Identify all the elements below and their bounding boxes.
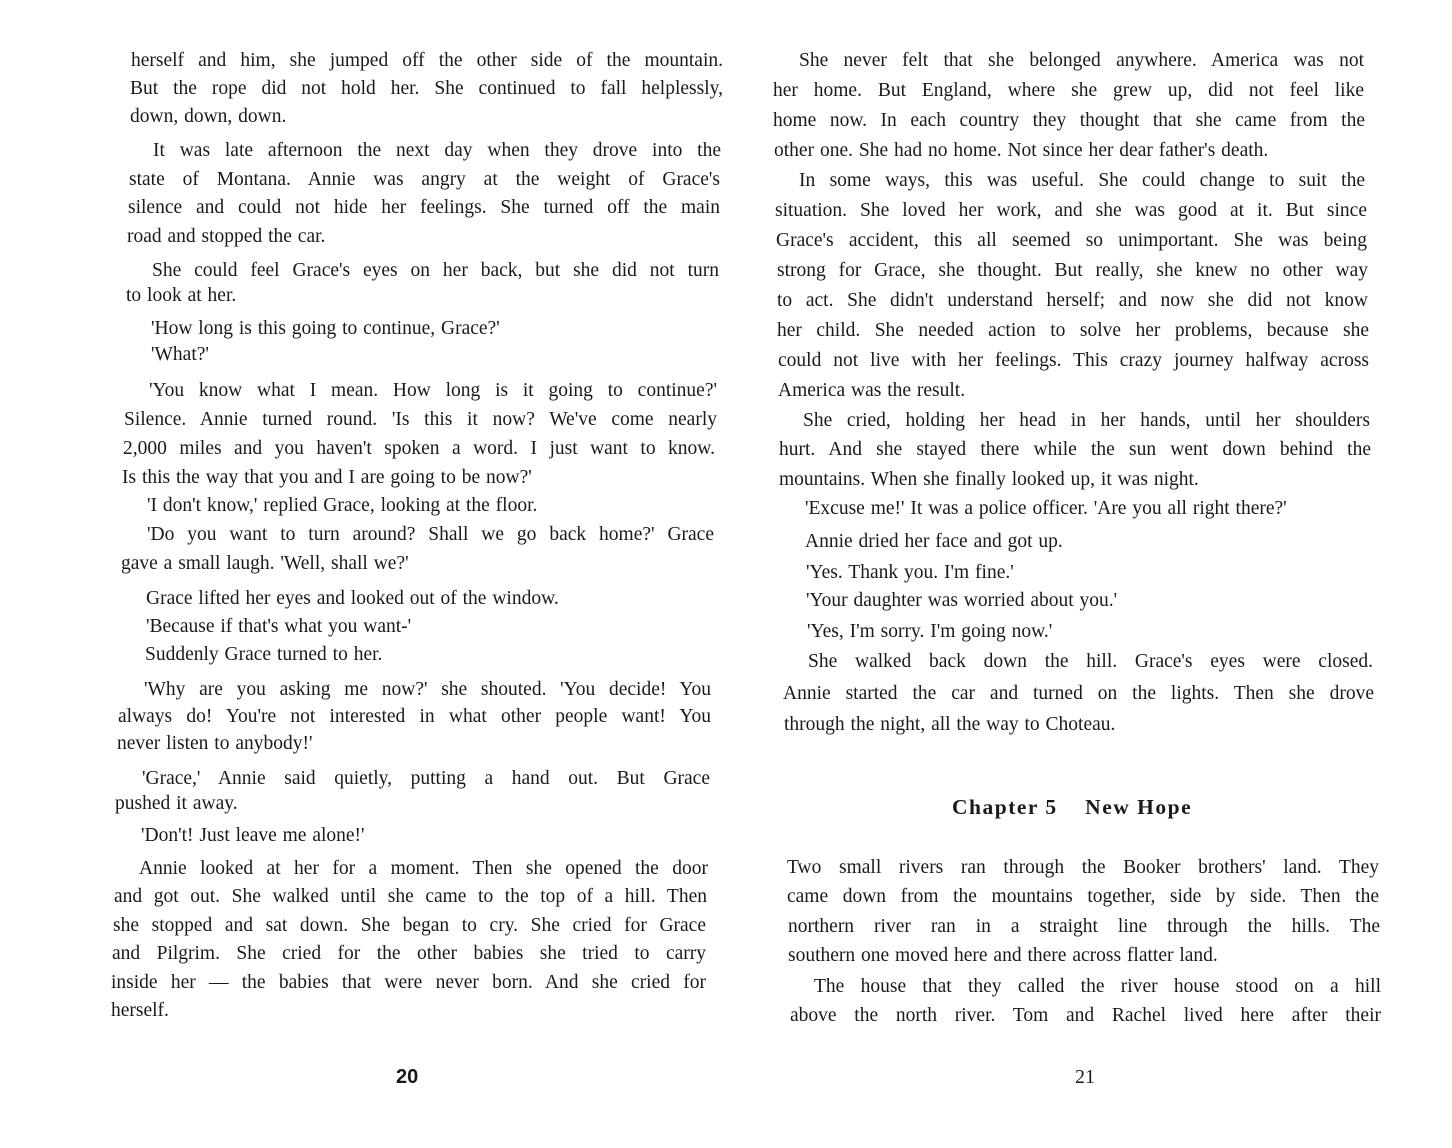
left-page-line-6: silence and could not hide her feelings. She turned off the main xyxy=(128,197,720,218)
left-page-line-32: inside her — the babies that were never born. And she cried for xyxy=(111,972,706,993)
left-page-line-26: pushed it away. xyxy=(115,793,238,814)
right-page-line-13: She cried, holding her head in her hands, until her shoulders xyxy=(803,410,1370,431)
left-page-line-5: state of Montana. Annie was angry at the weight of Grace's xyxy=(129,169,720,190)
left-page-line-27: 'Don't! Just leave me alone!' xyxy=(141,825,365,846)
right-page-line-10: her child. She needed action to solve her problems, because she xyxy=(777,320,1369,341)
left-page-line-8: She could feel Grace's eyes on her back, but she did not turn xyxy=(152,260,719,281)
right-page-line-23: through the night, all the way to Choteau. xyxy=(784,714,1116,735)
right-page-line-14: hurt. And she stayed there while the sun went down behind the xyxy=(779,439,1371,460)
right-page-line-7: Grace's accident, this all seemed so unimportant. She was being xyxy=(776,230,1367,251)
right-page-line-25: came down from the mountains together, side by side. Then the xyxy=(787,886,1379,907)
left-page-line-30: she stopped and sat down. She began to cry. She cried for Grace xyxy=(113,915,706,936)
left-page-line-11: 'What?' xyxy=(151,344,209,365)
right-page-line-15: mountains. When she finally looked up, it was night. xyxy=(779,469,1199,490)
right-page-line-9: to act. She didn't understand herself; and now she did not know xyxy=(777,290,1368,311)
right-page-line-3: home now. In each country they thought that she came from the xyxy=(773,110,1365,131)
right-page-line-17: Annie dried her face and got up. xyxy=(805,531,1063,552)
left-page-line-23: always do! You're not interested in what other people want! You xyxy=(118,706,711,727)
right-page-line-12: America was the result. xyxy=(778,380,966,401)
left-page-line-18: gave a small laugh. 'Well, shall we?' xyxy=(121,553,409,574)
left-page-line-16: 'I don't know,' replied Grace, looking at the floor. xyxy=(147,495,538,516)
left-page-line-15: Is this the way that you and I are going to be now?' xyxy=(122,467,532,488)
left-page-line-12: 'You know what I mean. How long is it going to continue?' xyxy=(149,380,717,401)
right-page-line-21: She walked back down the hill. Grace's eyes were closed. xyxy=(808,651,1373,672)
left-page-line-2: But the rope did not hold her. She continued to fall helplessly, xyxy=(130,78,723,99)
left-page-line-31: and Pilgrim. She cried for the other babies she tried to carry xyxy=(112,943,706,964)
right-page-line-2: her home. But England, where she grew up, did not feel like xyxy=(773,80,1364,101)
right-page-line-11: could not live with her feelings. This crazy journey halfway across xyxy=(778,350,1369,371)
right-page-line-5: In some ways, this was useful. She could change to suit the xyxy=(799,170,1365,191)
left-page-line-3: down, down, down. xyxy=(130,106,287,127)
left-page-line-9: to look at her. xyxy=(126,285,237,306)
right-page-line-29: above the north river. Tom and Rachel lived here after their xyxy=(790,1005,1381,1026)
right-page-line-18: 'Yes. Thank you. I'm fine.' xyxy=(806,562,1014,583)
right-page-line-16: 'Excuse me!' It was a police officer. 'Are you all right there?' xyxy=(805,498,1287,519)
page-number-left: 20 xyxy=(396,1066,419,1088)
left-page-line-21: Suddenly Grace turned to her. xyxy=(145,644,383,665)
left-page-line-22: 'Why are you asking me now?' she shouted. 'You decide! You xyxy=(144,679,711,700)
left-page-line-17: 'Do you want to turn around? Shall we go back home?' Grace xyxy=(147,524,714,545)
left-page-line-10: 'How long is this going to continue, Grace?' xyxy=(151,318,500,339)
right-page-line-8: strong for Grace, she thought. But really, she knew no other way xyxy=(777,260,1368,281)
right-page-line-6: situation. She loved her work, and she was good at it. But since xyxy=(775,200,1367,221)
right-page-line-26: northern river ran in a straight line through the hills. The xyxy=(788,916,1380,937)
left-page-line-29: and got out. She walked until she came to the top of a hill. Then xyxy=(114,886,707,907)
page-number-right: 21 xyxy=(1075,1066,1095,1088)
left-page-line-20: 'Because if that's what you want-' xyxy=(146,616,412,637)
left-page-line-19: Grace lifted her eyes and looked out of the window. xyxy=(146,588,559,609)
right-page-line-1: She never felt that she belonged anywhere. America was not xyxy=(799,50,1364,71)
left-page-line-14: 2,000 miles and you haven't spoken a word. I just want to know. xyxy=(123,438,715,459)
left-page-line-7: road and stopped the car. xyxy=(127,226,326,247)
right-page-line-19: 'Your daughter was worried about you.' xyxy=(806,590,1118,611)
left-page-line-28: Annie looked at her for a moment. Then she opened the door xyxy=(139,858,708,879)
chapter-title: Chapter 5 New Hope xyxy=(952,795,1193,819)
left-page-line-4: It was late afternoon the next day when they drove into the xyxy=(153,140,721,161)
right-page-line-28: The house that they called the river house stood on a hill xyxy=(814,976,1381,997)
right-page-line-4: other one. She had no home. Not since her dear father's death. xyxy=(774,140,1269,161)
right-page-line-24: Two small rivers ran through the Booker brothers' land. They xyxy=(787,857,1379,878)
right-page xyxy=(726,0,1452,1148)
left-page-line-25: 'Grace,' Annie said quietly, putting a hand out. But Grace xyxy=(142,768,710,789)
right-page-line-22: Annie started the car and turned on the lights. Then she drove xyxy=(783,683,1374,704)
left-page-line-24: never listen to anybody!' xyxy=(117,733,313,754)
left-page-line-13: Silence. Annie turned round. 'Is this it now? We've come nearly xyxy=(124,409,717,430)
left-page-line-1: herself and him, she jumped off the other side of the mountain. xyxy=(131,50,723,71)
right-page-line-20: 'Yes, I'm sorry. I'm going now.' xyxy=(807,621,1053,642)
left-page-line-33: herself. xyxy=(111,1000,169,1021)
right-page-line-27: southern one moved here and there across flatter land. xyxy=(788,945,1218,966)
